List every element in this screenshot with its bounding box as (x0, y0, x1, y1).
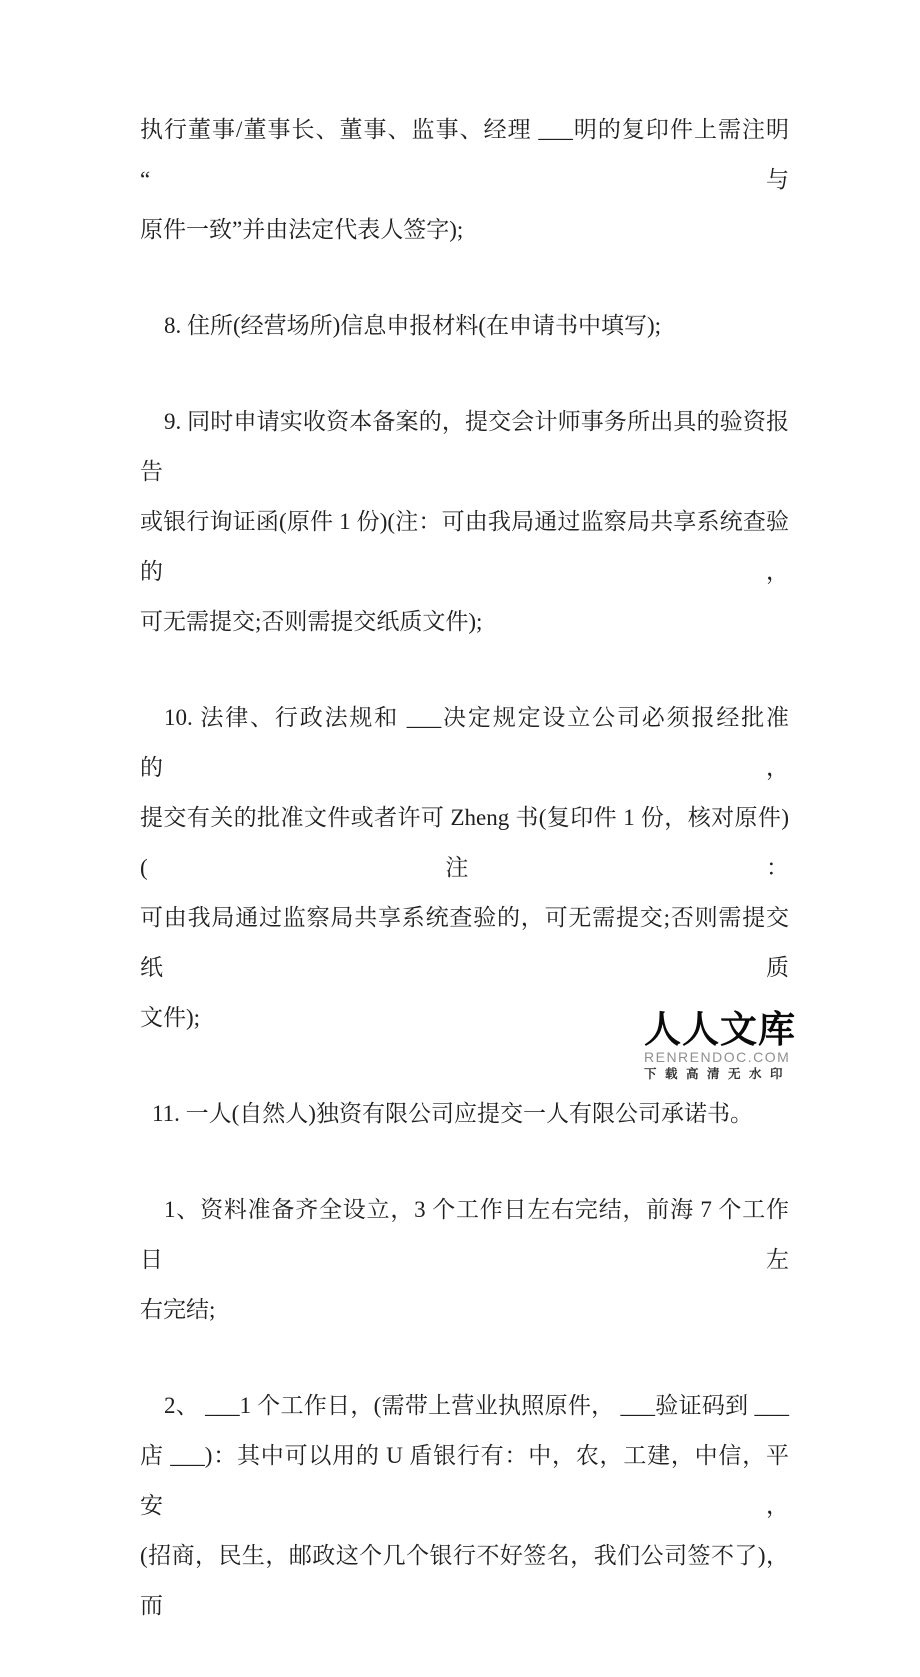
text-line: (招商，民生，邮政这个几个银行不好签名，我们公司签不了)，而 (140, 1543, 789, 1618)
watermark-domain: RENRENDOC.COM (644, 1049, 791, 1065)
text-line: 文件); (140, 1005, 201, 1030)
watermark-brand-logo: 人人文库 (644, 1010, 796, 1051)
paragraph-point-1 (140, 1185, 789, 1335)
paragraph-item-8 (140, 301, 789, 351)
text-line: 右完结; (140, 1297, 216, 1322)
text-line: 11. 一人(自然人)独资有限公司应提交一人有限公司承诺书。 (152, 1101, 753, 1126)
text-line: 或银行询证函(原件 1 份)(注：可由我局通过监察局共享系统查验的， (140, 509, 789, 584)
document-body (140, 105, 789, 1677)
text-line: 8. 住所(经营场所)信息申报材料(在申请书中填写); (164, 313, 662, 338)
text-line: 提交有关的批准文件或者许可 Zheng 书(复印件 1 份，核对原件)(注： (140, 805, 789, 880)
watermark-tagline: 下载高清无水印 (644, 1067, 792, 1081)
text-line: 1、资料准备齐全设立，3 个工作日左右完结，前海 7 个工作日左 (140, 1197, 789, 1272)
text-line: 10. 法律、行政法规和 ___决定规定设立公司必须报经批准的， (140, 705, 789, 780)
paragraph-item-9 (140, 397, 789, 647)
text-line: 9. 同时申请实收资本备案的，提交会计师事务所出具的验资报告 (140, 409, 789, 484)
text-line: 执行董事/董事长、董事、监事、经理 ___明的复印件上需注明“与 (140, 117, 789, 192)
text-line: 可无需提交;否则需提交纸质文件); (140, 609, 483, 634)
paragraph-point-2 (140, 1381, 789, 1631)
text-line: 可由我局通过监察局共享系统查验的，可无需提交;否则需提交纸质 (140, 905, 789, 980)
text-line: 2、 ___1 个工作日，(需带上营业执照原件， ___验证码到 ___ (164, 1393, 789, 1418)
watermark (644, 1012, 820, 1081)
text-line: 原件一致”并由法定代表人签字); (140, 217, 464, 242)
paragraph-continuation (140, 105, 789, 255)
paragraph-item-11 (140, 1089, 789, 1139)
paragraph-item-10 (140, 693, 789, 1043)
text-line: 店 ___)：其中可以用的 U 盾银行有：中，农，工建，中信，平安， (140, 1443, 789, 1518)
